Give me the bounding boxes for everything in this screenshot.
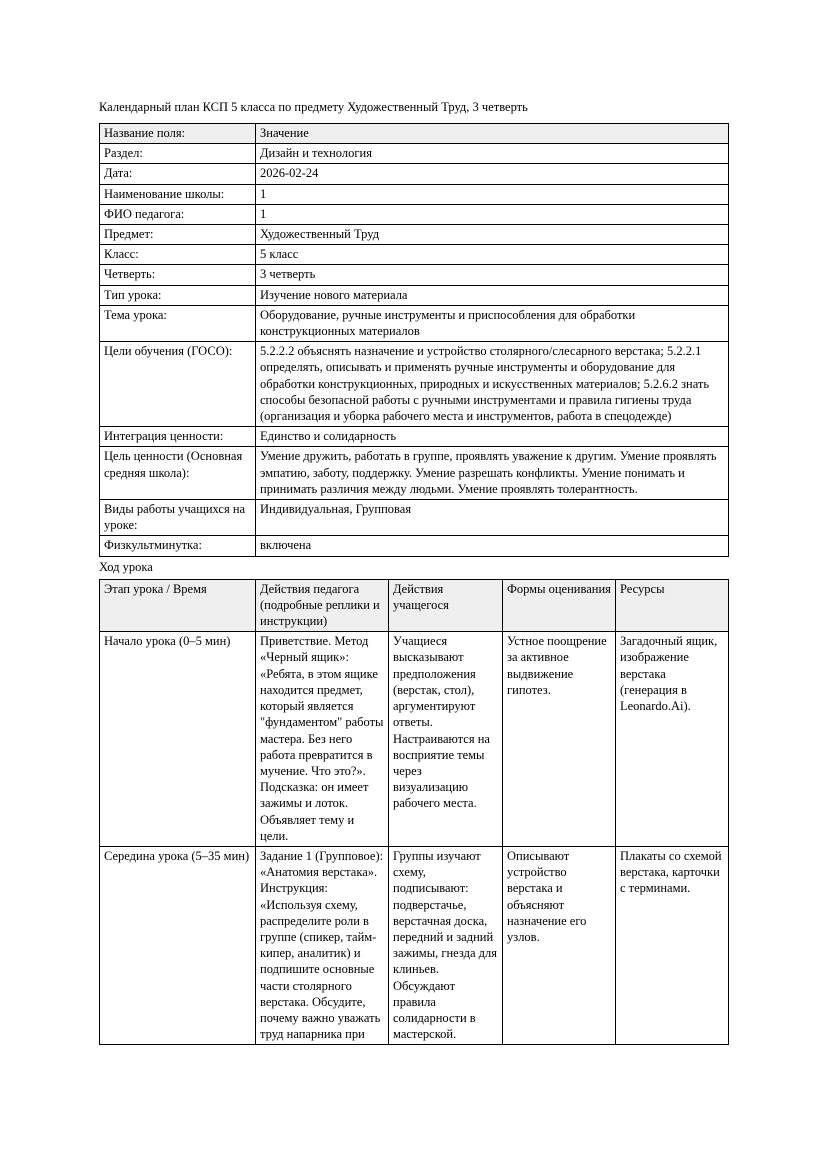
- table-row: [100, 184, 729, 204]
- field-label: Цели обучения (ГОСО):: [100, 342, 256, 427]
- cell-student-actions: Группы изучают схему, подписывают: подверстачье, верстачная доска, передний и задний зажимы, гнезда для клиньев. Обсуждают правила солидарности в мастерской.: [389, 846, 503, 1044]
- field-value: Единство и солидарность: [256, 427, 729, 447]
- cell-stage: Середина урока (5–35 мин): [100, 846, 256, 1044]
- field-value: включена: [256, 536, 729, 556]
- field-label: Виды работы учащихся на уроке:: [100, 500, 256, 536]
- table-row: [100, 447, 729, 500]
- field-value: Оборудование, ручные инструменты и приспособления для обработки конструкционных материалов: [256, 305, 729, 341]
- field-label: ФИО педагога:: [100, 204, 256, 224]
- table-row: [100, 245, 729, 265]
- field-label: Дата:: [100, 164, 256, 184]
- lesson-info-table: [99, 123, 729, 557]
- table-row: [100, 164, 729, 184]
- field-label: Четверть:: [100, 265, 256, 285]
- table-header-row: [100, 124, 729, 144]
- header-cell-value: Значение: [256, 124, 729, 144]
- field-label: Физкультминутка:: [100, 536, 256, 556]
- lesson-flow-table: [99, 579, 729, 1046]
- field-value: 2026-02-24: [256, 164, 729, 184]
- header-cell-student-actions: Действия учащегося: [389, 579, 503, 632]
- cell-resources: Загадочный ящик, изображение верстака (генерация в Leonardo.Ai).: [616, 632, 729, 847]
- table-row: [100, 285, 729, 305]
- field-value: Дизайн и технология: [256, 144, 729, 164]
- table-row: [100, 305, 729, 341]
- field-value: 3 четверть: [256, 265, 729, 285]
- table-row: [100, 427, 729, 447]
- document-content: [99, 100, 728, 1045]
- field-value: 1: [256, 184, 729, 204]
- table-row: [100, 536, 729, 556]
- field-value: 1: [256, 204, 729, 224]
- field-label: Интеграция ценности:: [100, 427, 256, 447]
- field-label: Цель ценности (Основная средняя школа):: [100, 447, 256, 500]
- section-heading-lesson-flow: Ход урока: [99, 559, 153, 574]
- table-row: [100, 265, 729, 285]
- cell-assessment: Описывают устройство верстака и объясняют назначение его узлов.: [503, 846, 616, 1044]
- header-cell-assessment: Формы оценивания: [503, 579, 616, 632]
- field-value: Умение дружить, работать в группе, проявлять уважение к другим. Умение проявлять эмпатию, заботу, поддержку. Умение разрешать конфликты. Умение понимать и принимать различия между людьми. Умение проявлять толерантность.: [256, 447, 729, 500]
- table-row: [100, 144, 729, 164]
- field-value: Художественный Труд: [256, 225, 729, 245]
- table-row: [100, 204, 729, 224]
- field-label: Тип урока:: [100, 285, 256, 305]
- field-value: Изучение нового материала: [256, 285, 729, 305]
- header-cell-teacher-actions: Действия педагога (подробные реплики и инструкции): [256, 579, 389, 632]
- field-label: Тема урока:: [100, 305, 256, 341]
- header-cell-resources: Ресурсы: [616, 579, 729, 632]
- header-cell-field: Название поля:: [100, 124, 256, 144]
- field-value: 5 класс: [256, 245, 729, 265]
- cell-teacher-actions: Приветствие. Метод «Черный ящик»: «Ребята, в этом ящике находится предмет, который является "фундаментом" работы мастера. Без него работа превратится в мучение. Что это?». Подсказка: он имеет зажимы и лоток. Объявляет тему и цели.: [256, 632, 389, 847]
- cell-teacher-actions: Задание 1 (Групповое): «Анатомия верстака». Инструкция: «Используя схему, распределите роли в группе (спикер, тайм-кипер, аналитик) и подпишите основные части столярного верстака. Обсудите, почему важно уважать труд напарника при: [256, 846, 389, 1044]
- header-cell-stage: Этап урока / Время: [100, 579, 256, 632]
- table-row: [100, 846, 729, 1044]
- field-value: Индивидуальная, Групповая: [256, 500, 729, 536]
- cell-student-actions: Учащиеся высказывают предположения (верстак, стол), аргументируют ответы. Настраиваются на восприятие темы через визуализацию рабочего места.: [389, 632, 503, 847]
- table-row: [100, 225, 729, 245]
- field-label: Предмет:: [100, 225, 256, 245]
- cell-assessment: Устное поощрение за активное выдвижение гипотез.: [503, 632, 616, 847]
- field-label: Класс:: [100, 245, 256, 265]
- table-row: [100, 500, 729, 536]
- field-label: Наименование школы:: [100, 184, 256, 204]
- table-header-row: [100, 579, 729, 632]
- field-label: Раздел:: [100, 144, 256, 164]
- table-row: [100, 342, 729, 427]
- table-row: [100, 632, 729, 847]
- field-value: 5.2.2.2 объяснять назначение и устройство столярного/слесарного верстака; 5.2.2.1 определять, описывать и применять ручные инструменты и оборудование для обработки конструкционных, природных и искусственных материалов; 5.2.6.2 знать способы безопасной работы с ручными инструментами и правила гигиены труда (организация и уборка рабочего места и инструментов, работа в спецодежде): [256, 342, 729, 427]
- page-title: Календарный план КСП 5 класса по предмету Художественный Труд, 3 четверть: [99, 100, 528, 114]
- cell-resources: Плакаты со схемой верстака, карточки с терминами.: [616, 846, 729, 1044]
- cell-stage: Начало урока (0–5 мин): [100, 632, 256, 847]
